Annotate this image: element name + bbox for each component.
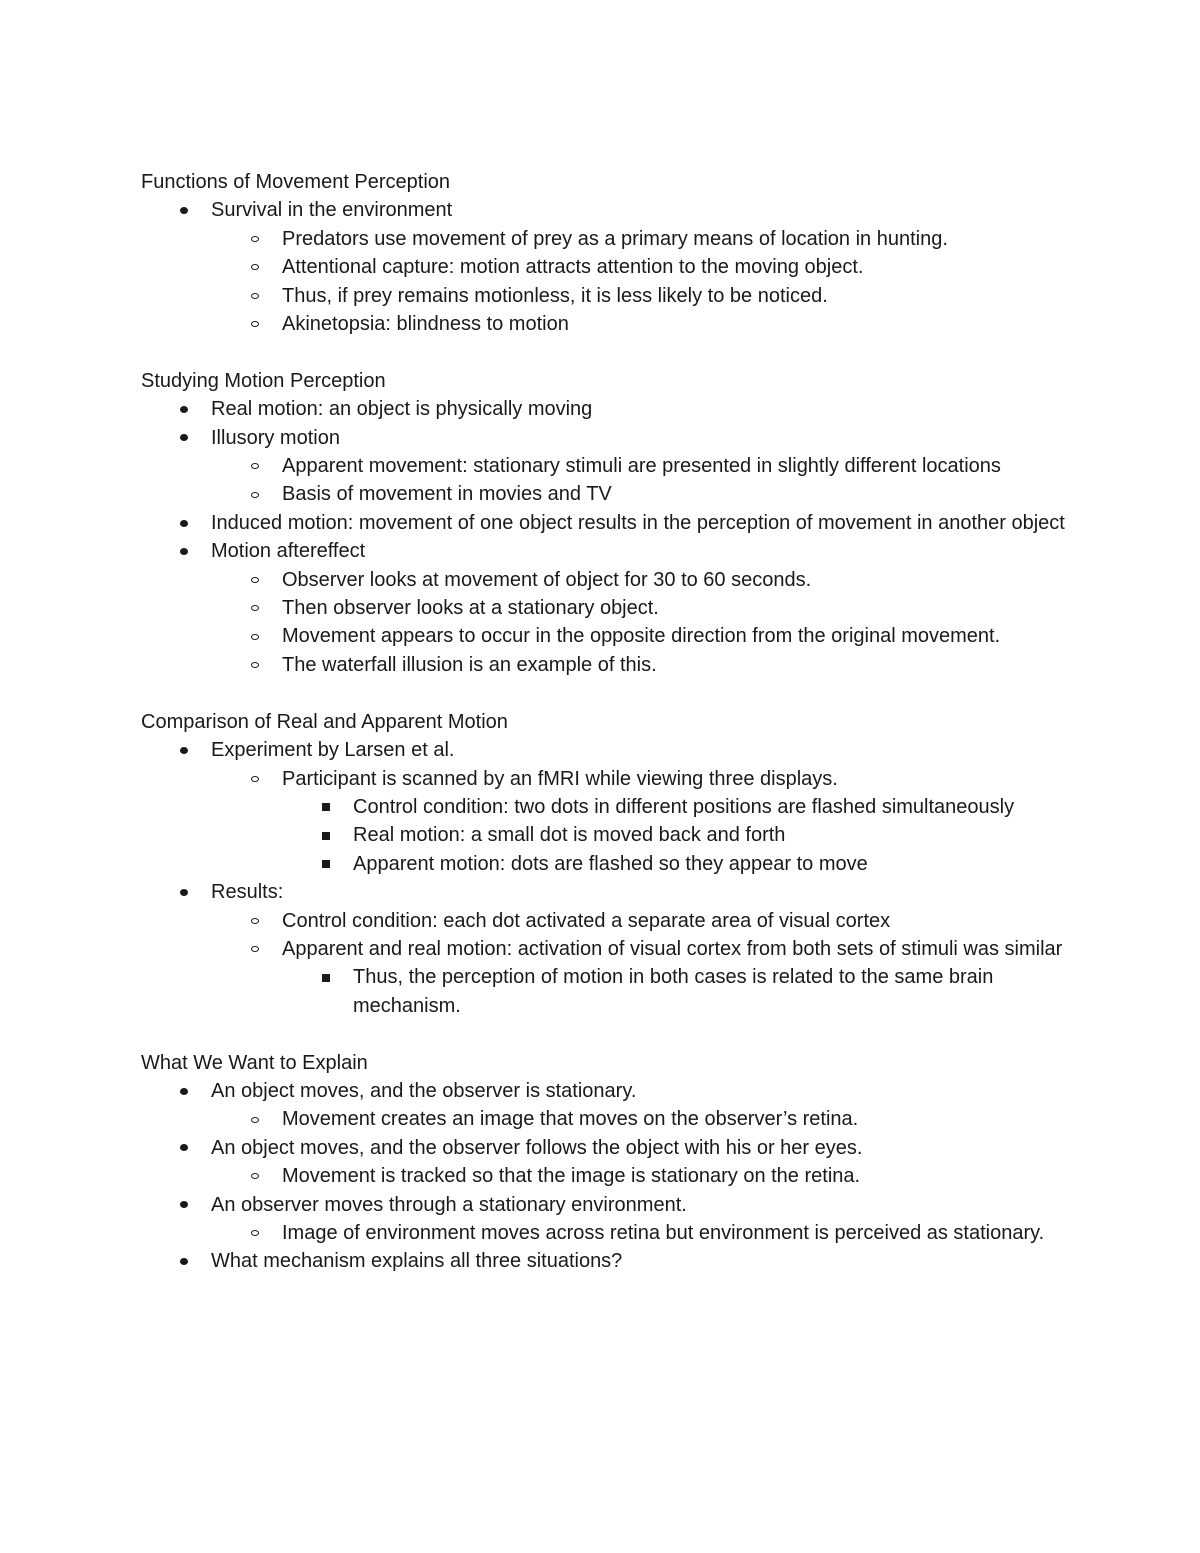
- bullet-circle-icon: [245, 622, 265, 650]
- list-item: Movement creates an image that moves on the observer’s retina.: [141, 1105, 1071, 1133]
- list-item: Experiment by Larsen et al.: [141, 736, 1071, 764]
- section-functions-of-movement-perception: [141, 168, 1071, 338]
- bullet-disc-icon: [174, 878, 194, 906]
- list-item: Movement appears to occur in the opposite direction from the original movement.: [141, 622, 1071, 650]
- list-item: Real motion: an object is physically moving: [141, 395, 1071, 423]
- list-item: The waterfall illusion is an example of this.: [141, 651, 1071, 679]
- list-item: An object moves, and the observer is stationary.: [141, 1077, 1071, 1105]
- list-item: Akinetopsia: blindness to motion: [141, 310, 1071, 338]
- bullet-disc-icon: [174, 1134, 194, 1162]
- bullet-circle-icon: [245, 1105, 265, 1133]
- bullet-disc-icon: [174, 395, 194, 423]
- bullet-disc-icon: [174, 424, 194, 452]
- list-item: An object moves, and the observer follows the object with his or her eyes.: [141, 1134, 1071, 1162]
- list-item: Observer looks at movement of object for 30 to 60 seconds.: [141, 566, 1071, 594]
- bullet-circle-icon: [245, 253, 265, 281]
- bullet-square-icon: [316, 821, 336, 849]
- bullet-square-icon: [316, 850, 336, 878]
- list-item: An observer moves through a stationary environment.: [141, 1191, 1071, 1219]
- bullet-disc-icon: [174, 736, 194, 764]
- section-heading: Studying Motion Perception: [141, 369, 386, 392]
- list-item: Participant is scanned by an fMRI while viewing three displays.: [141, 765, 1071, 793]
- section-heading: Functions of Movement Perception: [141, 171, 451, 193]
- list-item: Induced motion: movement of one object results in the perception of movement in another object: [141, 509, 1071, 537]
- bullet-circle-icon: [245, 1219, 265, 1247]
- section-heading: What We Want to Explain: [141, 1051, 368, 1074]
- bullet-circle-icon: [245, 765, 265, 793]
- bullet-circle-icon: [245, 480, 265, 508]
- bullet-circle-icon: [245, 594, 265, 622]
- bullet-circle-icon: [245, 452, 265, 480]
- list-item: What mechanism explains all three situations?: [141, 1247, 1071, 1275]
- list-item: Results:: [141, 878, 1071, 906]
- list-item: Control condition: each dot activated a separate area of visual cortex: [141, 907, 1071, 935]
- bullet-circle-icon: [245, 907, 265, 935]
- bullet-circle-icon: [245, 651, 265, 679]
- list-item: Movement is tracked so that the image is stationary on the retina.: [141, 1162, 1071, 1190]
- bullet-circle-icon: [245, 566, 265, 594]
- list-item: Then observer looks at a stationary object.: [141, 594, 1071, 622]
- list-item: Survival in the environment: [141, 196, 1071, 224]
- bullet-square-icon: [316, 963, 336, 991]
- section-what-we-want-to-explain: [141, 1049, 1071, 1276]
- bullet-disc-icon: [174, 1247, 194, 1275]
- list-item: Real motion: a small dot is moved back and forth: [141, 821, 1071, 849]
- list-item: Motion aftereffect: [141, 537, 1071, 565]
- document-body: [141, 168, 1071, 1304]
- list-item: Predators use movement of prey as a primary means of location in hunting.: [141, 225, 1071, 253]
- bullet-disc-icon: [174, 196, 194, 224]
- bullet-disc-icon: [174, 1077, 194, 1105]
- bullet-circle-icon: [245, 310, 265, 338]
- bullet-circle-icon: [245, 282, 265, 310]
- list-item: Attentional capture: motion attracts attention to the moving object.: [141, 253, 1071, 281]
- section-heading: Comparison of Real and Apparent Motion: [141, 710, 508, 733]
- list-item: Illusory motion: [141, 424, 1071, 452]
- section-comparison-of-real-and-apparent-motion: [141, 708, 1071, 1020]
- bullet-square-icon: [316, 793, 336, 821]
- bullet-disc-icon: [174, 509, 194, 537]
- list-item: Thus, the perception of motion in both cases is related to the same brain mechanism.: [141, 963, 1071, 1020]
- list-item: Basis of movement in movies and TV: [141, 480, 1071, 508]
- list-item: Image of environment moves across retina but environment is perceived as stationary.: [141, 1219, 1071, 1247]
- bullet-circle-icon: [245, 935, 265, 963]
- list-item: Apparent movement: stationary stimuli are presented in slightly different locations: [141, 452, 1071, 480]
- bullet-circle-icon: [245, 1162, 265, 1190]
- list-item: Control condition: two dots in different positions are flashed simultaneously: [141, 793, 1071, 821]
- bullet-disc-icon: [174, 537, 194, 565]
- section-studying-motion-perception: [141, 367, 1071, 679]
- list-item: Thus, if prey remains motionless, it is less likely to be noticed.: [141, 282, 1071, 310]
- list-item: Apparent and real motion: activation of visual cortex from both sets of stimuli was similar: [141, 935, 1071, 963]
- list-item: Apparent motion: dots are flashed so they appear to move: [141, 850, 1071, 878]
- bullet-circle-icon: [245, 225, 265, 253]
- bullet-disc-icon: [174, 1191, 194, 1219]
